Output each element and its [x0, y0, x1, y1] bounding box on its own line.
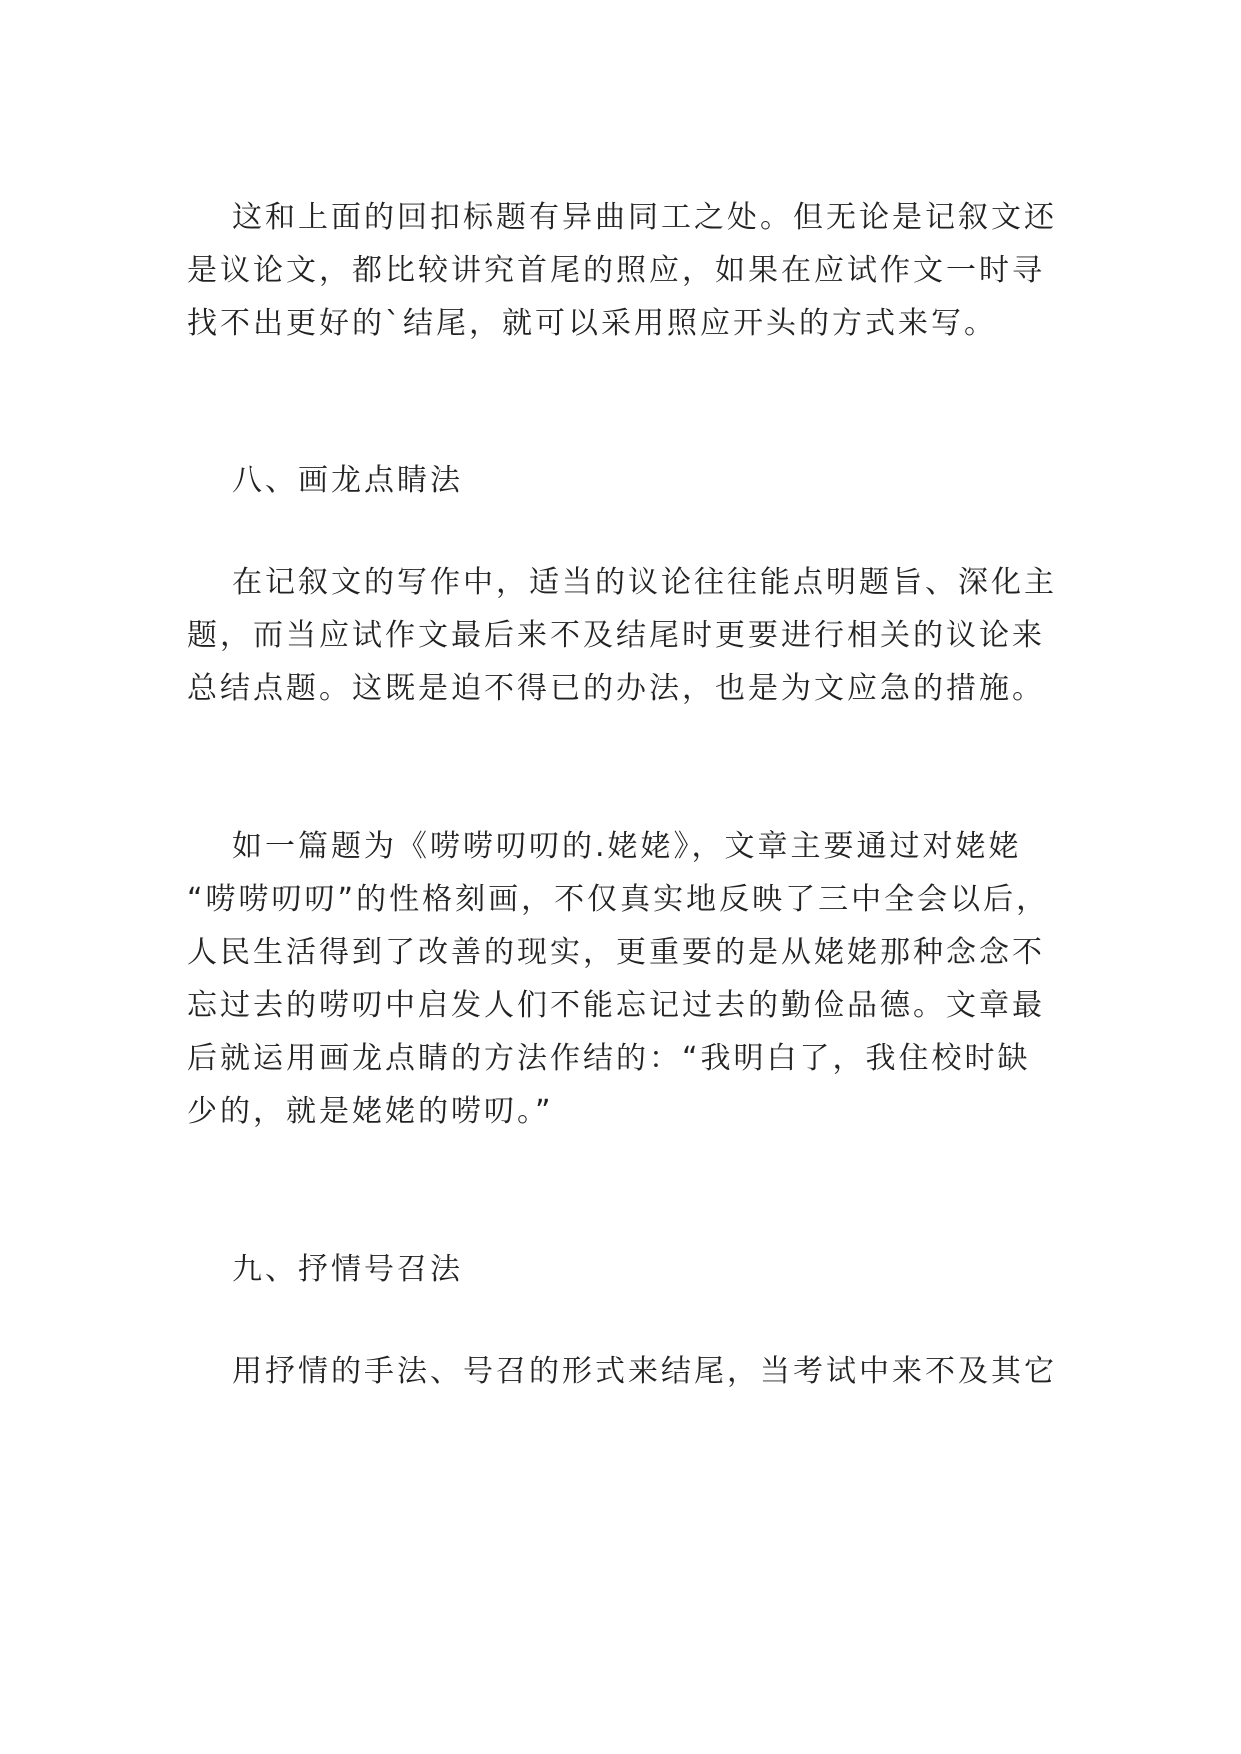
paragraph-8a-line-3: 总结点题。这既是迫不得已的办法，也是为文应急的措施。 — [187, 671, 1045, 706]
section-heading-9: 九、抒情号召法 — [232, 1252, 463, 1287]
section-heading-8: 八、画龙点睛法 — [232, 463, 463, 498]
paragraph-9-line-1: 用抒情的手法、号召的形式来结尾，当考试中来不及其它 — [232, 1354, 1057, 1389]
paragraph-intro-line-2: 是议论文，都比较讲究首尾的照应，如果在应试作文一时寻 — [187, 253, 1045, 288]
paragraph-intro-line-1: 这和上面的回扣标题有异曲同工之处。但无论是记叙文还 — [232, 200, 1057, 235]
paragraph-8a-line-1: 在记叙文的写作中，适当的议论往往能点明题旨、深化主 — [232, 565, 1057, 600]
paragraph-8b-line-5: 后就运用画龙点睛的方法作结的：“我明白了，我住校时缺 — [187, 1041, 1031, 1076]
paragraph-8b-line-3: 人民生活得到了改善的现实，更重要的是从姥姥那种念念不 — [187, 935, 1045, 970]
paragraph-8b-line-2: “唠唠叨叨”的性格刻画，不仅真实地反映了三中全会以后， — [187, 882, 1050, 917]
paragraph-8b-line-1: 如一篇题为《唠唠叨叨的.姥姥》，文章主要通过对姥姥 — [232, 829, 1022, 864]
paragraph-intro-line-3: 找不出更好的`结尾，就可以采用照应开头的方式来写。 — [187, 306, 997, 341]
paragraph-8b-line-4: 忘过去的唠叨中启发人们不能忘记过去的勤俭品德。文章最 — [187, 988, 1045, 1023]
paragraph-8b-line-6: 少的，就是姥姥的唠叨。” — [187, 1094, 554, 1129]
paragraph-8a-line-2: 题，而当应试作文最后来不及结尾时更要进行相关的议论来 — [187, 618, 1045, 653]
